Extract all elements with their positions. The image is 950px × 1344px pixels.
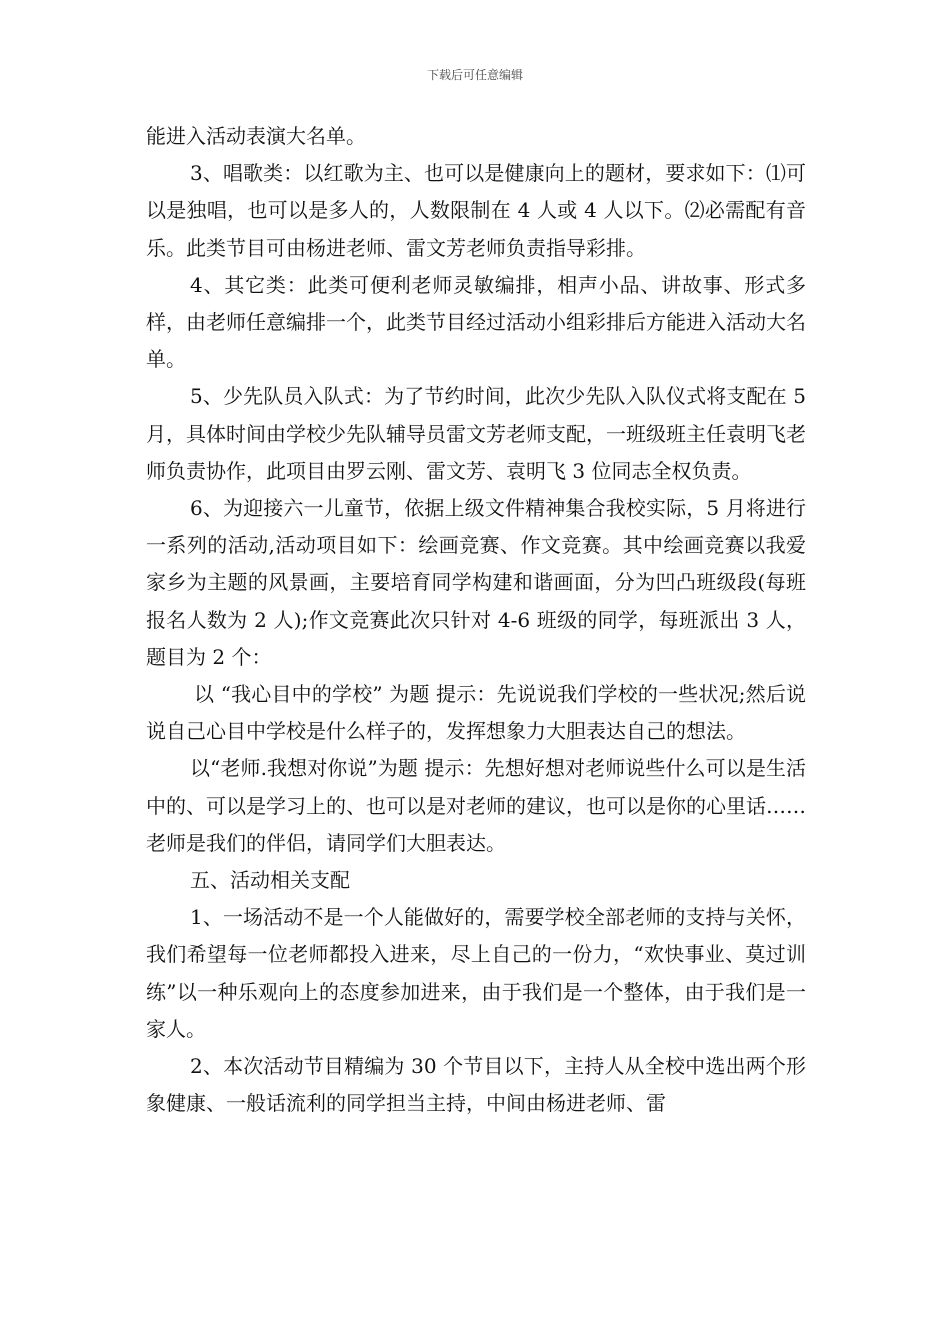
paragraph: 5、少先队员入队式：为了节约时间，此次少先队入队仪式将支配在 5 月，具体时间由学校少先队辅导员雷文芳老师支配，一班级班主任袁明飞老师负责协作，此项目由罗云刚、雷文芳、袁明飞 3 位同志全权负责。 — [146, 384, 806, 483]
page-header: 下载后可任意编辑 — [426, 68, 523, 82]
paragraph: 能进入活动表演大名单。 — [146, 124, 366, 148]
paragraph: 6、为迎接六一儿童节，依据上级文件精神集合我校实际，5 月将进行一系列的活动,活动项目如下：绘画竞赛、作文竞赛。其中绘画竞赛以我爱家乡为主题的风景画，主要培育同学构建和谐画面，分为凹凸班级段(每班报名人数为 2 人);作文竞赛此次只针对 4-6 班级的同学，每班派出 3 人，题目为 2 个： — [146, 496, 806, 669]
paragraph: 4、其它类：此类可便利老师灵敏编排，相声小品、讲故事、形式多样，由老师任意编排一个，此类节目经过活动小组彩排后方能进入活动大名单。 — [146, 272, 806, 372]
section-heading: 五、活动相关支配 — [190, 868, 350, 893]
paragraph: 以“老师.我想对你说”为题 提示：先想好想对老师说些什么可以是生活中的、可以是学习上的、也可以是对老师的建议，也可以是你的心里话……老师是我们的伴侣，请同学们大胆表达。 — [146, 756, 806, 855]
paragraph: 以 “我心目中的学校” 为题 提示：先说说我们学校的一些状况;然后说说自己心目中学校是什么样子的，发挥想象力大胆表达自己的想法。 — [146, 682, 806, 744]
paragraph: 2、本次活动节目精编为 30 个节目以下，主持人从全校中选出两个形象健康、一般话流利的同学担当主持，中间由杨进老师、雷 — [146, 1054, 806, 1116]
document-body — [146, 118, 806, 1122]
paragraph: 3、唱歌类：以红歌为主、也可以是健康向上的题材，要求如下：⑴可以是独唱，也可以是多人的，人数限制在 4 人或 4 人以下。⑵必需配有音乐。此类节目可由杨进老师、雷文芳老师负责指导彩排。 — [146, 161, 806, 260]
paragraph: 1、一场活动不是一个人能做好的，需要学校全部老师的支持与关怀，我们希望每一位老师都投入进来，尽上自己的一份力，“欢快事业、莫过训练”以一种乐观向上的态度参加进来，由于我们是一个整体，由于我们是一家人。 — [146, 905, 806, 1041]
